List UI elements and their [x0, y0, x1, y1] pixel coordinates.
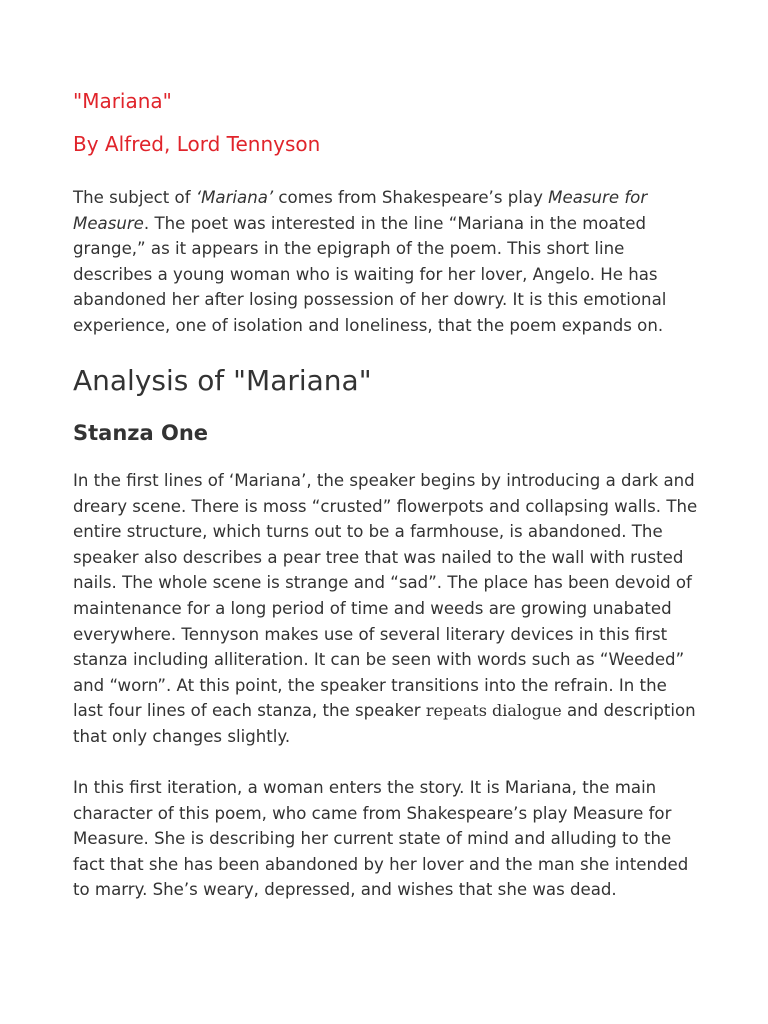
- stanza-heading: Stanza One: [73, 421, 209, 445]
- stanza-one-serif-text: repeats dialogue: [425, 701, 562, 721]
- intro-text-1: The subject of: [73, 188, 196, 207]
- stanza-one-text-2: and description that only changes slightly.: [73, 701, 696, 746]
- stanza-one-paragraph: [73, 468, 698, 750]
- intro-emphasis-mariana: ‘Mariana’: [195, 188, 274, 207]
- intro-text-2: comes from Shakespeare’s play: [273, 188, 549, 207]
- intro-text-3: . The poet was interested in the line “Mariana in the moated grange,” as it appears in the epigraph of the poem. This short line describes a young woman who is waiting for her lover, Angelo. He has abandoned her after losing possession of her dowry. It is this emotional experience, one of isolation and loneliness, that the poem expands on.: [73, 213, 667, 335]
- poem-author-byline: By Alfred, Lord Tennyson: [73, 132, 321, 156]
- first-iteration-paragraph: In this first iteration, a woman enters the story. It is Mariana, the main character of this poem, who came from Shakespeare’s play Measure for Measure. She is describing her current state of mind and alluding to the fact that she has been abandoned by her lover and the man she intended to marry. She’s weary, depressed, and wishes that she was dead.: [73, 778, 689, 900]
- poem-title: "Mariana": [73, 89, 172, 113]
- intro-paragraph: [73, 185, 698, 339]
- intro-emphasis-measure: Measure for Measure: [73, 188, 648, 233]
- stanza-one-text-1: In the first lines of ‘Mariana’, the speaker begins by introducing a dark and dreary scene. There is moss “crusted” flowerpots and collapsing walls. The entire structure, which turns out to be a farmhouse, is abandoned. The speaker also describes a pear tree that was nailed to the wall with rusted nails. The whole scene is strange and “sad”. The place has been devoid of maintenance for a long period of time and weeds are growing unabated everywhere. Tennyson makes use of several literary devices in this first stanza including alliteration. It can be seen with words such as “Weeded” and “worn”. At this point, the speaker transitions into the refrain. In the last four lines of each stanza, the speaker: [73, 471, 698, 721]
- section-heading: Analysis of "Mariana": [73, 364, 372, 397]
